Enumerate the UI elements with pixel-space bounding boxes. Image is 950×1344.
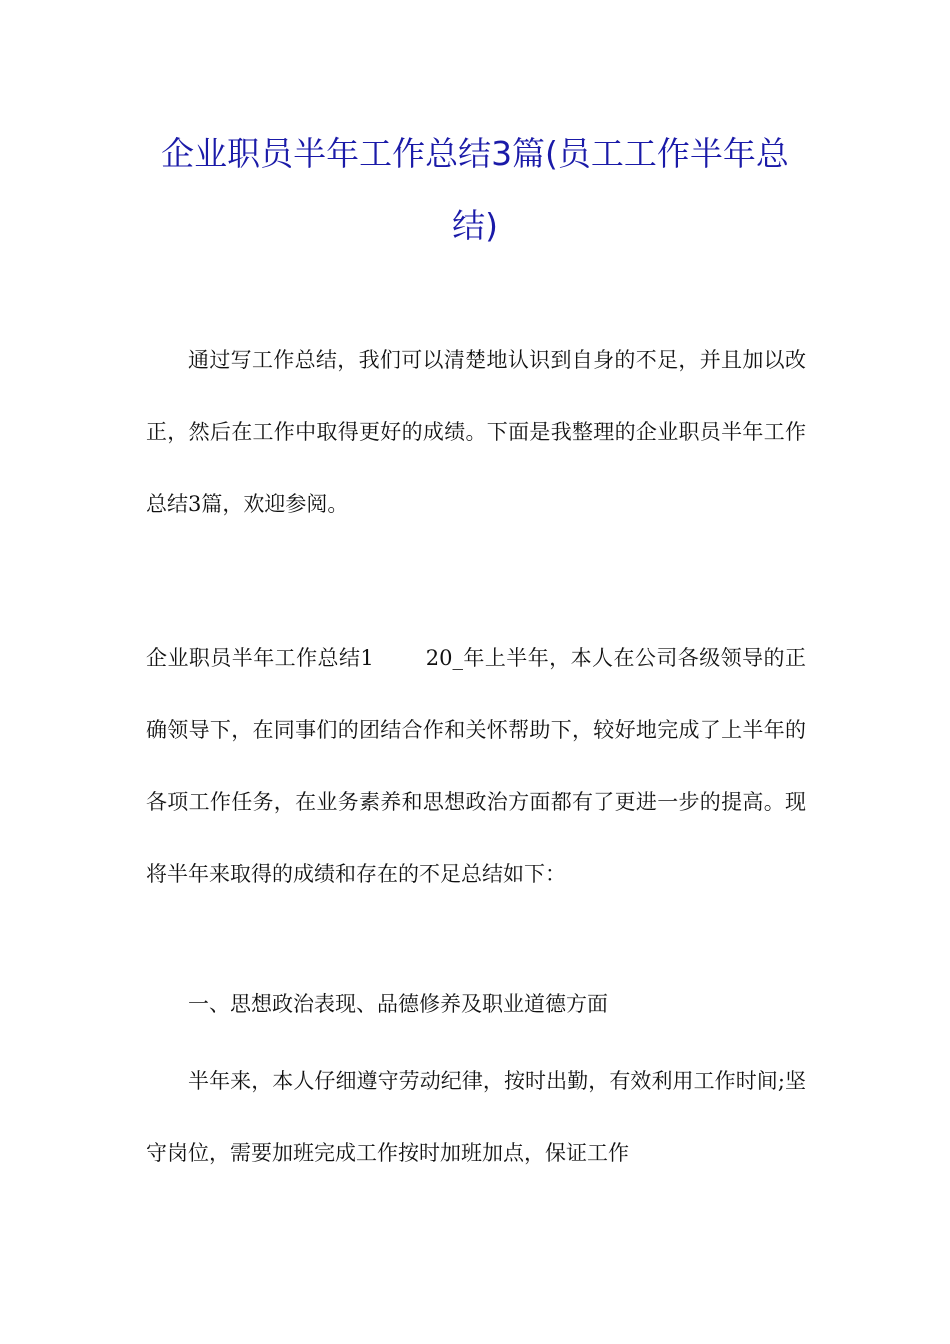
section1-heading: 企业职员半年工作总结1 bbox=[146, 646, 374, 670]
section1-text: 20_年上半年，本人在公司各级领导的正确领导下，在同事们的团结合作和关怀帮助下，较好地完成了上半年的各项工作任务，在业务素养和思想政治方面都有了更进一步的提高。现将半年来取得的成绩和存在的不足总结如下： bbox=[146, 646, 806, 886]
subheading-ideology: 一、思想政治表现、品德修养及职业道德方面 bbox=[188, 992, 608, 1016]
intro-paragraph: 通过写工作总结，我们可以清楚地认识到自身的不足，并且加以改正，然后在工作中取得更好的成绩。下面是我整理的企业职员半年工作总结3篇，欢迎参阅。 bbox=[146, 348, 806, 516]
document-title: 企业职员半年工作总结3篇(员工工作半年总结) bbox=[161, 134, 789, 245]
paragraph-attendance: 半年来，本人仔细遵守劳动纪律，按时出勤，有效利用工作时间;坚守岗位，需要加班完成工作按时加班加点，保证工作 bbox=[146, 1069, 806, 1165]
section1-paragraph bbox=[146, 622, 806, 910]
